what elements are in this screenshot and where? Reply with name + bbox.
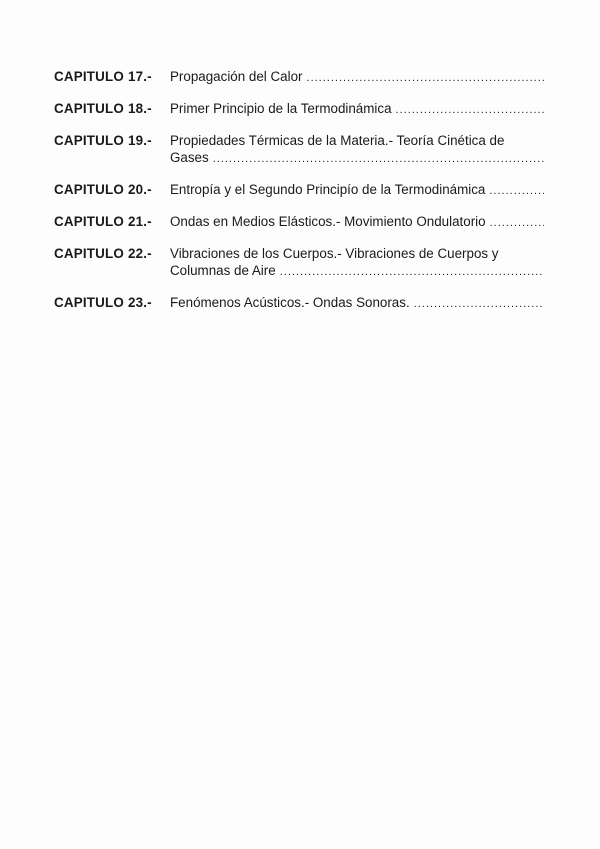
- dot-leader: [490, 215, 544, 232]
- chapter-number: CAPITULO 17.-: [54, 69, 152, 84]
- chapter-title-text: Fenómenos Acústicos.- Ondas Sonoras.: [170, 295, 410, 310]
- chapter-title: [170, 213, 544, 232]
- chapter-title-line: [170, 213, 544, 232]
- chapter-title-text: Propagación del Calor: [170, 69, 303, 84]
- chapter-number: CAPITULO 23.-: [54, 295, 152, 310]
- toc-entry-18[interactable]: [54, 100, 544, 119]
- table-of-contents: [54, 68, 544, 326]
- chapter-title-line: Propiedades Térmicas de la Materia.- Teoría Cinética de: [170, 133, 505, 148]
- chapter-title-line: [170, 294, 544, 313]
- toc-entry-19[interactable]: [54, 132, 544, 168]
- chapter-title-text: Gases: [170, 150, 209, 165]
- chapter-number: CAPITULO 19.-: [54, 133, 152, 148]
- chapter-title-text: Ondas en Medios Elásticos.- Movimiento Ondulatorio: [170, 214, 486, 229]
- chapter-title-text: Primer Principio de la Termodinámica: [170, 101, 392, 116]
- chapter-title-line: [170, 68, 544, 87]
- chapter-title: [170, 100, 544, 119]
- chapter-title-line: [170, 262, 544, 281]
- chapter-title: [170, 132, 544, 168]
- toc-entry-21[interactable]: [54, 213, 544, 232]
- dot-leader: [280, 264, 544, 281]
- dot-leader: [489, 183, 544, 200]
- dot-leader: [396, 102, 544, 119]
- chapter-title-line: [170, 181, 544, 200]
- toc-entry-22[interactable]: [54, 245, 544, 281]
- dot-leader: [414, 296, 544, 313]
- chapter-title: [170, 294, 544, 313]
- chapter-title: [170, 68, 544, 87]
- dot-leader: [213, 151, 544, 168]
- chapter-number: CAPITULO 22.-: [54, 246, 152, 261]
- toc-entry-23[interactable]: [54, 294, 544, 313]
- chapter-number: CAPITULO 18.-: [54, 101, 152, 116]
- chapter-number: CAPITULO 20.-: [54, 182, 152, 197]
- chapter-number: CAPITULO 21.-: [54, 214, 152, 229]
- chapter-title-text: Entropía y el Segundo Principío de la Termodinámica: [170, 182, 486, 197]
- toc-entry-20[interactable]: [54, 181, 544, 200]
- chapter-title: [170, 245, 544, 281]
- chapter-title: [170, 181, 544, 200]
- chapter-title-line: [170, 149, 544, 168]
- chapter-title-text: Columnas de Aire: [170, 263, 276, 278]
- chapter-title-line: [170, 100, 544, 119]
- toc-entry-17[interactable]: [54, 68, 544, 87]
- chapter-title-line: Vibraciones de los Cuerpos.- Vibraciones de Cuerpos y: [170, 246, 499, 261]
- dot-leader: [307, 70, 544, 87]
